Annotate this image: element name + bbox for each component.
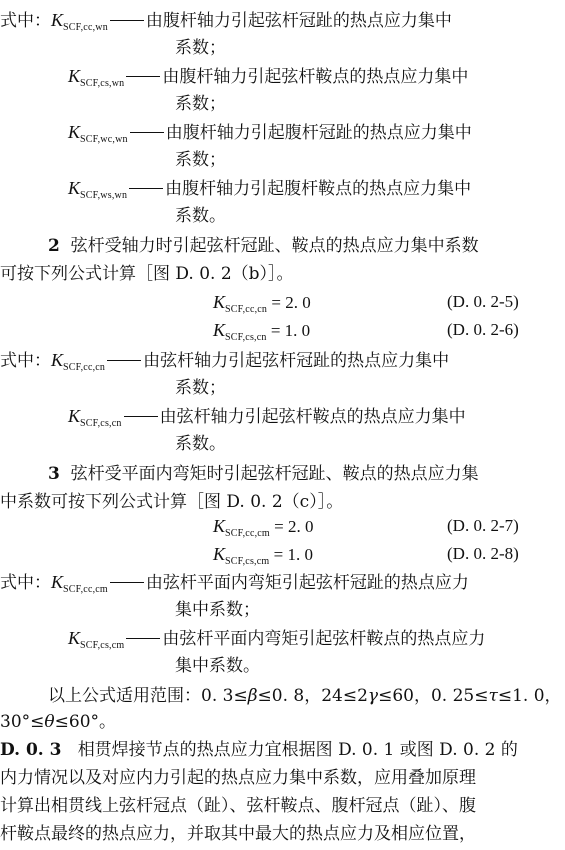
definition-text: 由弦杆平面内弯矩引起弦杆鞍点的热点应力: [162, 629, 486, 649]
definition-line: [0, 6, 452, 34]
definition-text: 由腹杆轴力引起弦杆冠趾的热点应力集中: [145, 11, 452, 31]
clause-number: 2: [48, 236, 60, 256]
section-text: 杆鞍点最终的热点应力，并取其中最大的热点应力及相应位置，: [0, 824, 476, 844]
scope-line: [0, 708, 116, 736]
definition-text: 由腹杆轴力引起腹杆冠趾的热点应力集中: [165, 123, 472, 143]
equation-row: [0, 288, 565, 316]
symbol-subscript: SCF,wc,wn: [80, 134, 128, 145]
symbol-subscript: SCF,cs,cn: [225, 332, 267, 343]
clause-text: 中系数可按下列公式计算［图 D. 0. 2（c）］。: [0, 492, 344, 512]
equation-number: (D. 0. 2-8): [447, 544, 519, 563]
symbol: K: [213, 516, 226, 536]
definition-line: [68, 402, 466, 430]
section-heading: D. 0. 3: [0, 740, 62, 760]
equation-rhs: = 1. 0: [273, 545, 313, 564]
scope-text: ≤1. 0，: [497, 686, 562, 706]
symbol-subscript: SCF,cs,wn: [80, 78, 125, 89]
em-dash: [129, 188, 163, 189]
scope-text: ≤60°。: [54, 712, 117, 732]
equation-rhs: = 1. 0: [270, 321, 311, 340]
beta-symbol: β: [247, 686, 258, 706]
definition-text: 由腹杆轴力引起腹杆鞍点的热点应力集中: [165, 179, 472, 199]
scope-text: ≤0. 8，24≤2: [257, 686, 368, 706]
equation-rhs: = 2. 0: [274, 517, 314, 536]
em-dash: [124, 416, 158, 417]
symbol: K: [68, 66, 81, 86]
equation-number: (D. 0. 2-5): [447, 292, 519, 311]
scope-text: 以上公式适用范围：0. 3≤: [48, 686, 248, 706]
section-text: 内力情况以及对应内力引起的热点应力集中系数，应用叠加原理: [0, 768, 476, 788]
equation-rhs: = 2. 0: [271, 293, 311, 312]
clause-item: [48, 460, 479, 488]
definition-prefix: 式中：: [0, 573, 51, 593]
em-dash: [130, 132, 164, 133]
definition-text: 由弦杆轴力引起弦杆冠趾的热点应力集中: [143, 351, 450, 371]
equation-row: [0, 512, 565, 540]
section-text: 相贯焊接节点的热点应力宜根据图 D. 0. 1 或图 D. 0. 2 的: [77, 740, 518, 760]
scope-text: 30°≤: [0, 712, 45, 732]
definition-line: [68, 174, 471, 202]
theta-symbol: θ: [44, 712, 55, 732]
scope-line: [48, 682, 562, 710]
symbol: K: [68, 178, 81, 198]
definition-prefix: 式中：: [0, 11, 51, 31]
tau-symbol: τ: [488, 686, 498, 706]
symbol-subscript: SCF,cc,wn: [63, 22, 108, 33]
clause-text: 弦杆受轴力时引起弦杆冠趾、鞍点的热点应力集中系数: [70, 236, 479, 256]
symbol: K: [51, 10, 64, 30]
symbol-subscript: SCF,cs,cm: [80, 640, 125, 651]
section-text: 计算出相贯线上弦杆冠点（趾）、弦杆鞍点、腹杆冠点（趾）、腹: [0, 796, 476, 816]
definition-continuation: 集中系数。: [175, 656, 260, 676]
definition-line: [68, 624, 485, 652]
symbol: K: [213, 544, 226, 564]
symbol: K: [213, 320, 226, 340]
definition-line: [0, 346, 449, 374]
symbol: K: [68, 406, 81, 426]
symbol-subscript: SCF,cs,cm: [225, 556, 270, 567]
definition-line: [68, 62, 468, 90]
definition-continuation: 系数。: [175, 434, 226, 454]
symbol-subscript: SCF,cc,cn: [225, 304, 268, 315]
definition-continuation: 系数；: [175, 38, 226, 58]
em-dash: [110, 582, 144, 583]
equation-number: (D. 0. 2-7): [447, 516, 519, 535]
em-dash: [126, 76, 160, 77]
clause-text: 可按下列公式计算［图 D. 0. 2（b）］。: [0, 264, 294, 284]
equation-row: [0, 540, 565, 568]
clause-item: [48, 232, 479, 260]
em-dash: [110, 20, 144, 21]
definition-text: 由腹杆轴力引起弦杆鞍点的热点应力集中: [162, 67, 469, 87]
symbol-subscript: SCF,cs,cn: [80, 418, 122, 429]
definition-line: [0, 568, 469, 596]
symbol-subscript: SCF,ws,wn: [80, 190, 128, 201]
symbol: K: [51, 572, 64, 592]
definition-continuation: 系数；: [175, 378, 226, 398]
definition-continuation: 系数；: [175, 150, 226, 170]
symbol: K: [68, 122, 81, 142]
definition-text: 由弦杆轴力引起弦杆鞍点的热点应力集中: [159, 407, 466, 427]
clause-text: 弦杆受平面内弯矩时引起弦杆冠趾、鞍点的热点应力集: [70, 464, 479, 484]
equation-number: (D. 0. 2-6): [447, 320, 519, 339]
definition-continuation: 系数；: [175, 94, 226, 114]
em-dash: [107, 360, 141, 361]
symbol-subscript: SCF,cc,cm: [225, 528, 270, 539]
gamma-symbol: γ: [367, 686, 379, 706]
definition-continuation: 系数。: [175, 206, 226, 226]
symbol-subscript: SCF,cc,cm: [63, 584, 108, 595]
definition-text: 由弦杆平面内弯矩引起弦杆冠趾的热点应力: [145, 573, 469, 593]
em-dash: [126, 638, 160, 639]
clause-number: 3: [48, 464, 60, 484]
symbol: K: [68, 628, 81, 648]
symbol-subscript: SCF,cc,cn: [63, 362, 106, 373]
symbol: K: [213, 292, 226, 312]
definition-prefix: 式中：: [0, 351, 51, 371]
symbol: K: [51, 350, 64, 370]
scope-text: ≤60，0. 25≤: [378, 686, 489, 706]
equation-row: [0, 316, 565, 344]
definition-line: [68, 118, 472, 146]
definition-continuation: 集中系数；: [175, 600, 260, 620]
section-d03-line: [0, 736, 518, 764]
